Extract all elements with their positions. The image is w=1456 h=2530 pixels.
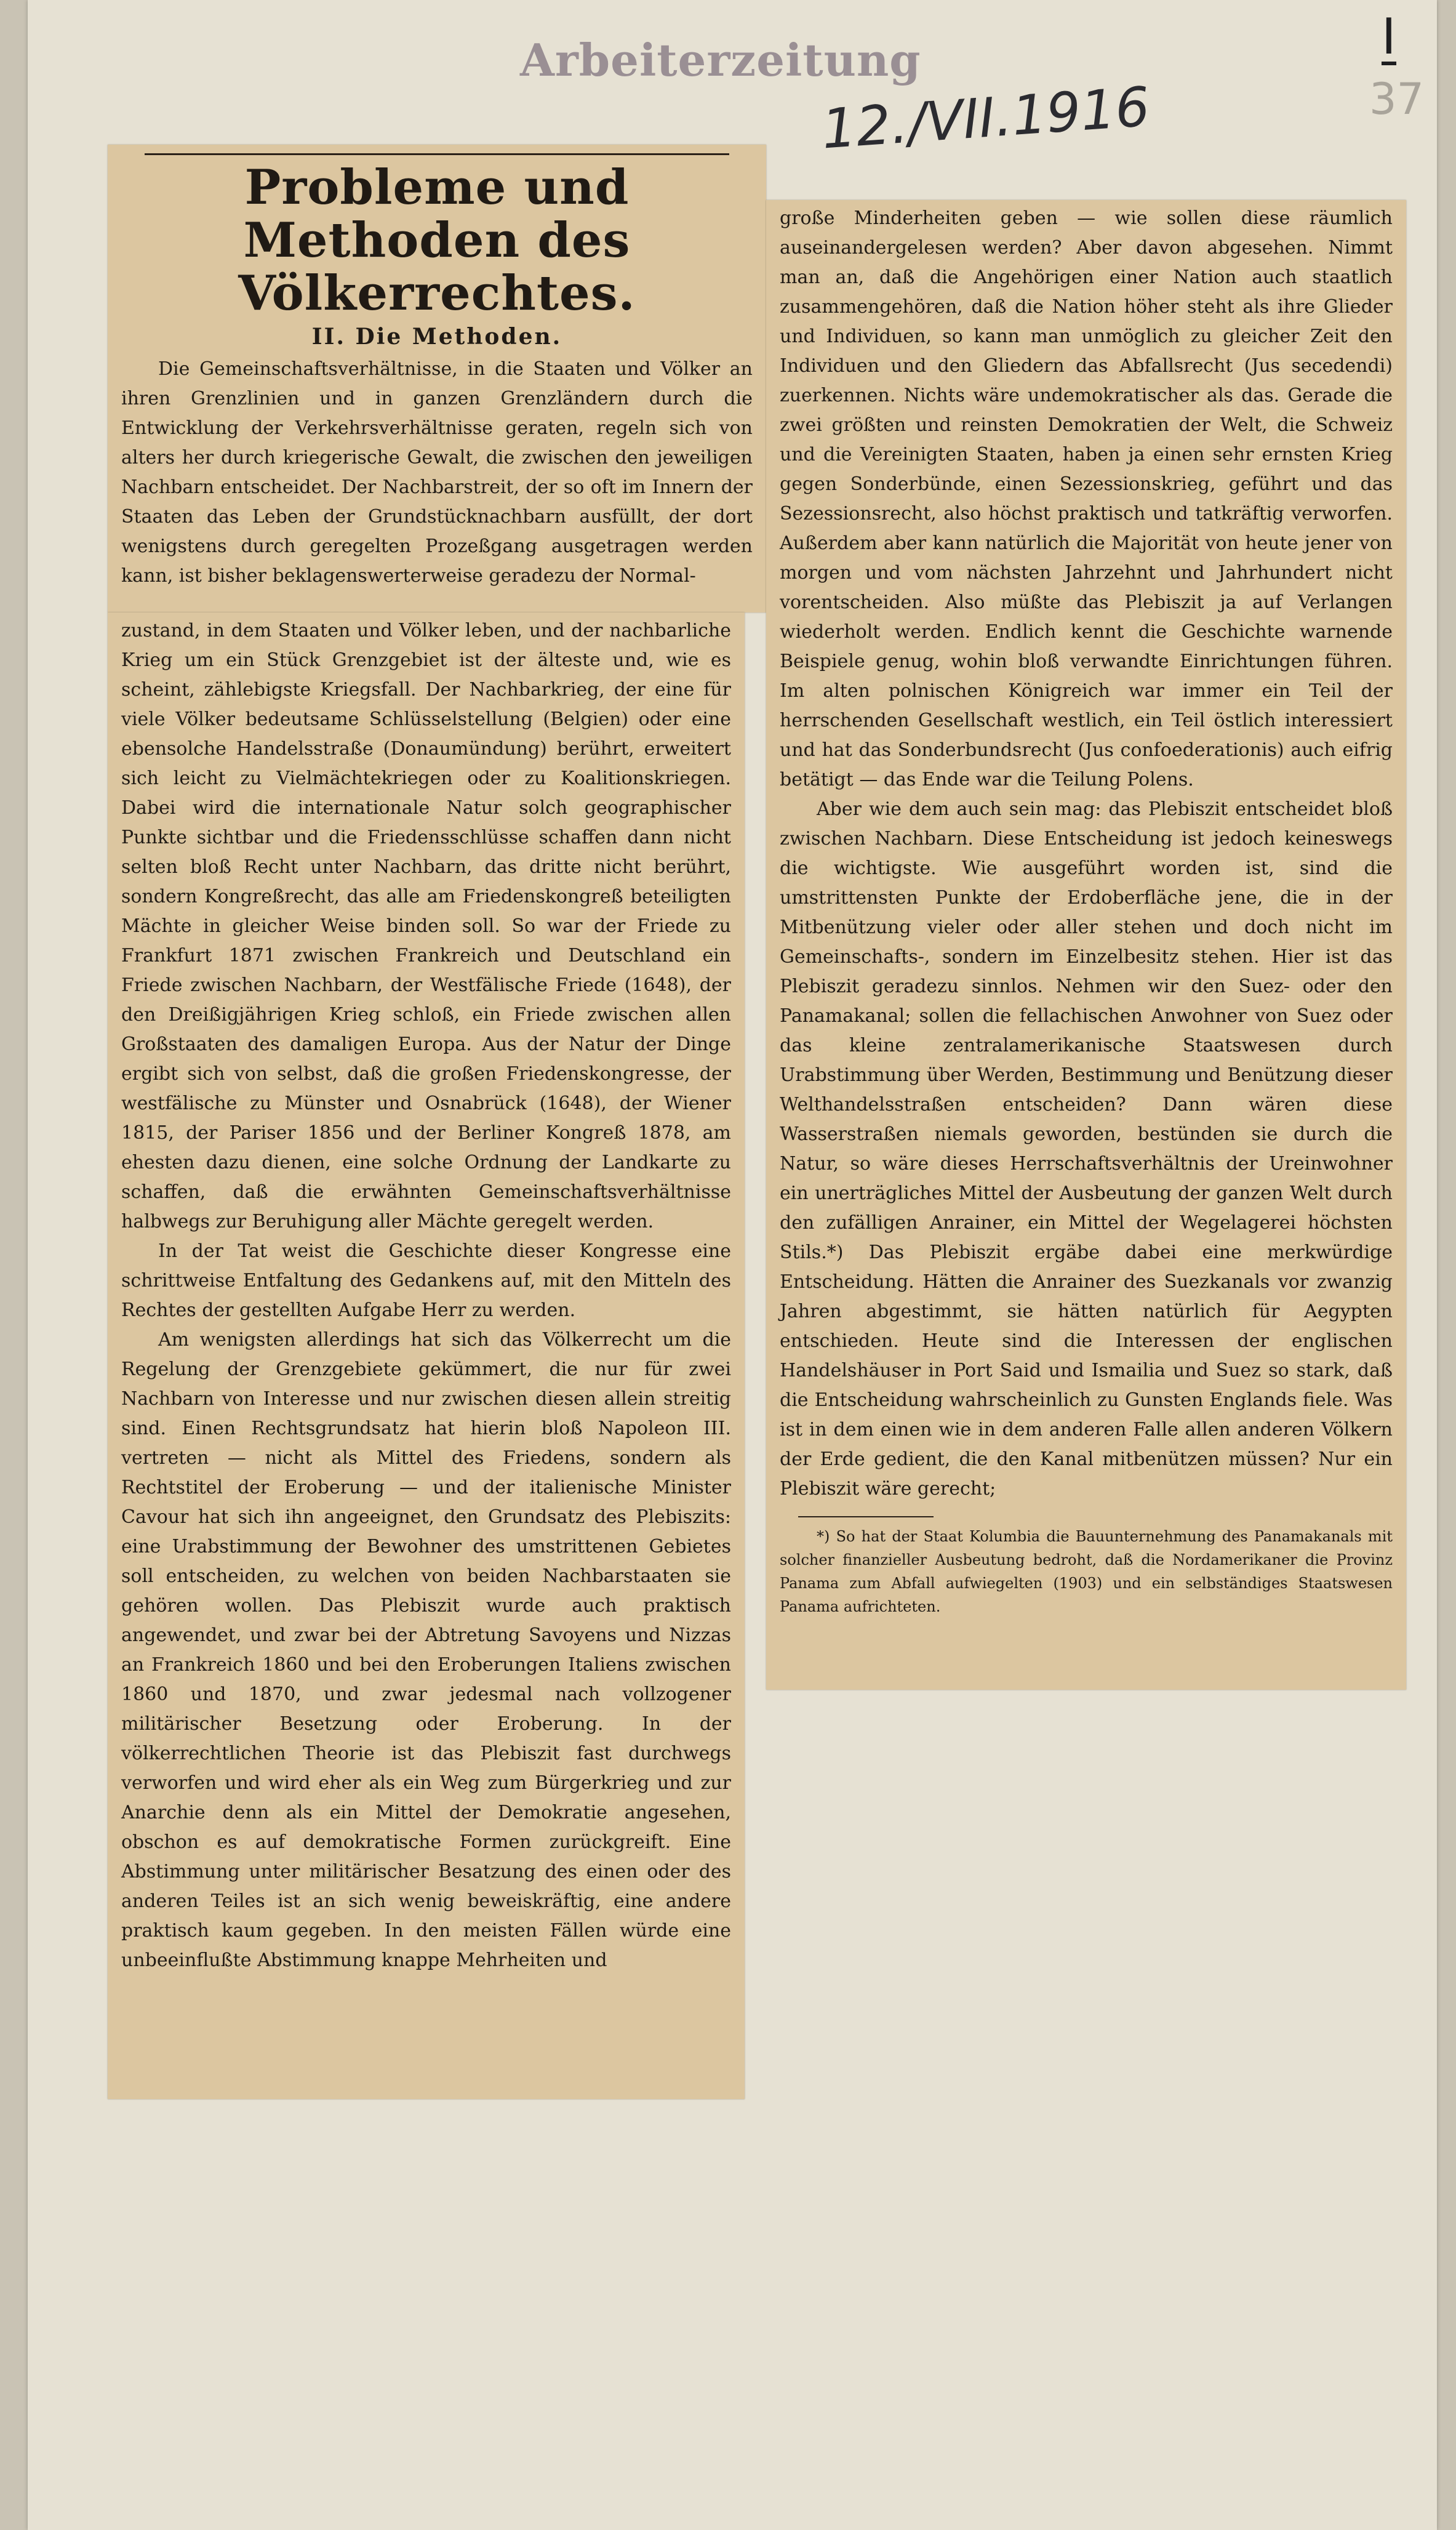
intro-paragraph: Die Gemeinschaftsverhältnisse, in die Staaten und Völker an ihren Grenzlinien und in ganzen Grenzländern durch die Entwicklung der Verkehrsverhältnisse geraten, regeln sich von alters her durch kriegerische Gewalt, die zwischen den jeweiligen Nachbarn entscheidet. Der Nachbarstreit, der so oft im Innern der Staaten das Leben der Grundstücknachbarn ausfüllt, der dort wenigstens durch geregelten Prozeßgang ausgetragen werden kann, ist bisher beklagenswerterweise geradezu der Normal- (121, 358, 753, 587)
paragraph-plebiscite: Am wenigsten allerdings hat sich das Völkerrecht um die Regelung der Grenzgebiete gekümmert, die nur für zwei Nachbarn von Interesse und nur zwischen diesen allein streitig sind. Einen Rechtsgrundsatz hat hierin bloß Napoleon III. vertreten — nicht als Mittel des Friedens, sondern als Rechtstitel der Eroberung — und der italienische Minister Cavour hat sich ihn angeeignet, den Grundsatz des Plebiszits: eine Urabstimmung der Bewohner des umstrittenen Gebietes soll entscheiden, zu welchen von beiden Nachbarstaaten sie gehören wollen. Das Plebiszit wurde auch praktisch angewendet, und zwar bei der Abtretung Savoyens und Nizzas an Frankreich 1860 und bei den Eroberungen Italiens zwischen 1860 und 1870, und zwar jedesmal nach vollzogener militärischer Besetzung oder Eroberung. In der völkerrechtlichen Theorie ist das Plebiszit fast durchwegs verworfen und wird eher als ein Weg zum Bürgerkrieg und zur Anarchie denn als ein Mittel der Demokratie angesehen, obschon es auf demokratische Formen zurückgreift. Eine Abstimmung unter militärischer Besatzung des einen oder des anderen Teiles ist an sich wenig beweiskräftig, eine andere praktisch kaum gegeben. In den meisten Fällen würde eine unbeeinflußte Abstimmung knappe Mehrheiten und (121, 1329, 731, 1971)
paragraph-minorities: große Minderheiten geben — wie sollen diese räumlich auseinandergelesen werden? Aber davon abgesehen. Nimmt man an, daß die Angehörigen einer Nation auch staatlich zusammengehören, daß die Nation höher steht als ihre Glieder und Individuen, so kann man unmöglich zu gleicher Zeit den Individuen und den Gliedern das Abfallsrecht (Jus secedendi) zuerkennen. Nichts wäre undemokratischer als das. Gerade die zwei größten und reinsten Demokratien der Welt, die Schweiz und die Vereinigten Staaten, haben ja einen sehr ernsten Krieg gegen Sonderbünde, einen Sezessionskrieg, geführt und das Sezessionsrecht, also höchst praktisch und tatkräftig verworfen. Außerdem aber kann natürlich die Majorität von heute jener von morgen und vom nächsten Jahrzehnt und Jahrhundert nicht vorentscheiden. Also müßte das Plebiszit ja auf Verlangen wiederholt werden. Endlich kennt die Geschichte warnende Beispiele genug, wohin bloß verwandte Einrichtungen führen. Im alten polnischen Königreich war immer ein Teil der herrschenden Gesellschaft westlich, ein Teil östlich interessiert und hat das Sonderbundsrecht (Jus confoederationis) auch eifrig betätigt — das Ende war die Teilung Polens. (780, 207, 1393, 790)
paragraph-continuation: zustand, in dem Staaten und Völker leben, und der nachbarliche Krieg um ein Stück Grenzgebiet ist der älteste und, wie es scheint, zählebigste Kriegsfall. Der Nachbarkrieg, der eine für viele Völker bedeutsame Schlüsselstellung (Belgien) oder eine ebensolche Handelsstraße (Donaumündung) berührt, erweitert sich leicht zu Vielmächtekriegen oder zu Koalitionskriegen. Dabei wird die internationale Natur solch geographischer Punkte sichtbar und die Friedensschlüsse schaffen dann nicht selten bloß Recht unter Nachbarn, das dritte nicht berührt, sondern Kongreßrecht, das alle am Friedenskongreß beteiligten Mächte in gleicher Weise binden soll. So war der Friede zu Frankfurt 1871 zwischen Frankreich und Deutschland ein Friede zwischen Nachbarn, der Westfälische Friede (1648), der den Dreißigjährigen Krieg schloß, ein Friede zwischen allen Großstaaten des damaligen Europa. Aus der Natur der Dinge ergibt sich von selbst, daß die großen Friedenskongresse, der westfälische zu Münster und Osnabrück (1648), der Wiener 1815, der Pariser 1856 und der Berliner Kongreß 1878, am ehesten dazu dienen, eine solche Ordnung der Landkarte zu schaffen, daß die erwähnten Gemeinschaftsverhältnisse halbwegs zur Beruhigung aller Mächte geregelt werden. (121, 620, 731, 1232)
handwritten-date: 12./VII.1916 (820, 74, 1152, 161)
newspaper-stamp: Arbeiterzeitung (520, 34, 921, 86)
top-rule (145, 153, 729, 155)
article-title: Probleme und Methoden des Völkerrechtes. (238, 159, 636, 321)
footnote-rule (798, 1516, 934, 1517)
archive-mark: I (1382, 8, 1396, 65)
paragraph-congresses: In der Tat weist die Geschichte dieser Kongresse eine schrittweise Entfaltung des Gedankens auf, mit den Mitteln des Rechtes der gestellten Aufgabe Herr zu werden. (121, 1240, 731, 1321)
clipping-headline (108, 145, 766, 612)
page-number: 37 (1369, 74, 1425, 124)
footnote: *) So hat der Staat Kolumbia die Bauunternehmung des Panamakanals mit solcher finanzieller Ausbeutung bedroht, daß die Nordamerikaner die Provinz Panama zum Abfall aufwiegelten (1903) und ein selbständiges Staatswesen Panama aufrichteten. (780, 1528, 1393, 1615)
article-subtitle: II. Die Methoden. (311, 324, 562, 350)
clipping-right-column (766, 200, 1406, 1690)
clipping-left-column (108, 612, 745, 2099)
paragraph-canals: Aber wie dem auch sein mag: das Plebiszit entscheidet bloß zwischen Nachbarn. Diese Entscheidung ist jedoch keineswegs die wichtigste. Wie ausgeführt worden ist, sind die umstrittensten Punkte der Erdoberfläche jene, die in der Mitbenützung vieler oder aller stehen und doch nicht im Gemeinschafts-, sondern im Einzelbesitz stehen. Hier ist das Plebiszit geradezu sinnlos. Nehmen wir den Suez- oder den Panamakanal; sollen die fellachischen Anwohner von Suez oder das kleine zentralamerikanische Staatswesen durch Urabstimmung über Werden, Bestimmung und Benützung dieser Welthandelsstraßen entscheiden? Dann wären diese Wasserstraßen niemals geworden, bestünden sie durch die Natur, so wäre dieses Herrschaftsverhältnis der Ureinwohner ein unerträgliches Mittel der Ausbeutung der ganzen Welt durch den zufälligen Anrainer, ein Mittel der Wegelagerei höchsten Stils.*) Das Plebiszit ergäbe dabei eine merkwürdige Entscheidung. Hätten die Anrainer des Suezkanals vor zwanzig Jahren abgestimmt, sie hätten natürlich für Aegypten entschieden. Heute sind die Interessen der englischen Handelshäuser in Port Said und Ismailia und Suez so stark, daß die Entscheidung wahrscheinlich zu Gunsten Englands fiele. Was ist in dem einen wie in dem anderen Falle allen anderen Völkern der Erde gedient, die den Kanal mitbenützen müssen? Nur ein Plebiszit wäre gerecht; (780, 798, 1393, 1500)
